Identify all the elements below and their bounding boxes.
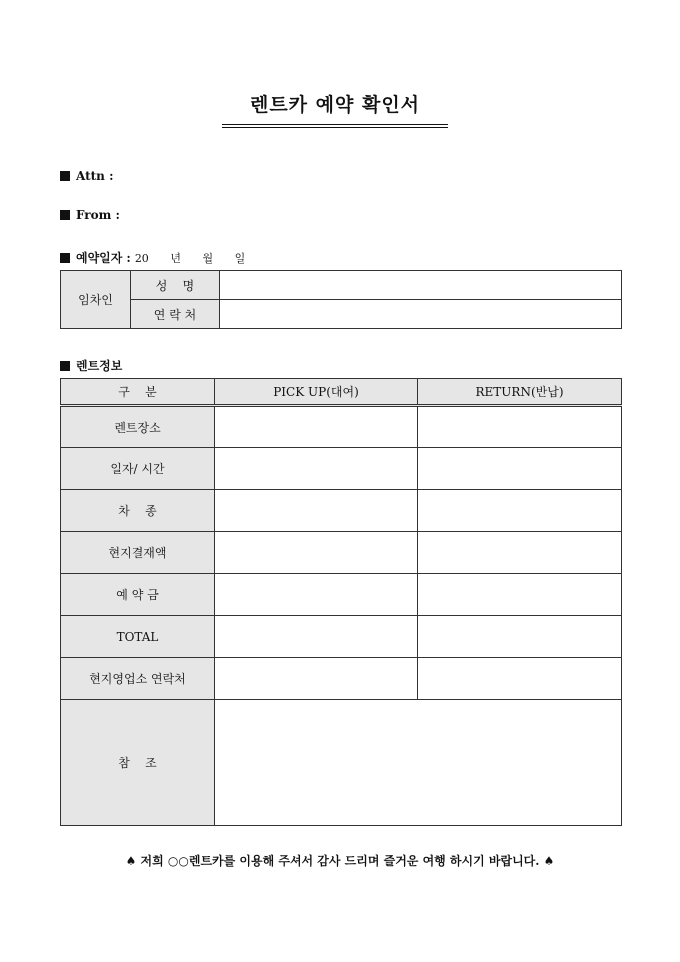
rental-info-heading — [60, 357, 122, 374]
row-label: 일자/ 시간 — [61, 448, 215, 490]
renter-group-label: 임차인 — [61, 271, 131, 329]
renter-name-field[interactable] — [220, 271, 622, 300]
table-row — [61, 406, 622, 448]
table-row — [61, 490, 622, 532]
reservation-date-label: 예약일자 — [76, 251, 123, 265]
year-unit: 년 — [170, 251, 181, 265]
table-row — [61, 448, 622, 490]
spade-icon: ♠ — [543, 854, 555, 868]
return-cell[interactable] — [418, 532, 622, 574]
return-cell[interactable] — [418, 574, 622, 616]
square-bullet-icon — [60, 253, 70, 263]
pickup-cell[interactable] — [215, 532, 418, 574]
title-double-underline — [222, 127, 448, 128]
attn-line — [60, 169, 114, 183]
table-row — [61, 658, 622, 700]
table-row — [61, 532, 622, 574]
day-unit: 일 — [234, 251, 246, 265]
row-label: TOTAL — [61, 616, 215, 658]
document-title: 렌트카 예약 확인서 — [222, 90, 448, 125]
row-label: 현지영업소 연락처 — [61, 658, 215, 700]
note-label: 참 조 — [61, 700, 215, 826]
pickup-cell[interactable] — [215, 658, 418, 700]
header-category: 구 분 — [61, 379, 215, 406]
table-row — [61, 616, 622, 658]
table-row — [61, 574, 622, 616]
renter-contact-field[interactable] — [220, 300, 622, 329]
from-label: From : — [76, 208, 120, 222]
reservation-date-value — [135, 250, 263, 266]
pickup-cell[interactable] — [215, 616, 418, 658]
row-label: 현지결재액 — [61, 532, 215, 574]
rental-info-label: 렌트정보 — [76, 359, 123, 373]
header-return: RETURN(반납) — [418, 379, 622, 406]
year-prefix: 20 — [134, 251, 149, 265]
row-label: 렌트장소 — [61, 406, 215, 448]
note-row — [61, 700, 622, 826]
header-pickup: PICK UP(대여) — [215, 379, 418, 406]
from-line — [60, 208, 120, 222]
renter-table — [60, 270, 622, 329]
spade-icon: ♠ — [125, 854, 137, 868]
return-cell[interactable] — [418, 406, 622, 448]
renter-name-label: 성 명 — [131, 271, 220, 300]
return-cell[interactable] — [418, 616, 622, 658]
return-cell[interactable] — [418, 490, 622, 532]
reservation-date-line — [60, 249, 263, 266]
month-unit: 월 — [202, 251, 214, 265]
pickup-cell[interactable] — [215, 574, 418, 616]
reservation-date-colon: : — [126, 250, 131, 265]
row-label: 예 약 금 — [61, 574, 215, 616]
square-bullet-icon — [60, 210, 70, 220]
pickup-cell[interactable] — [215, 406, 418, 448]
footer-message — [0, 852, 680, 869]
square-bullet-icon — [60, 171, 70, 181]
document-title-block — [222, 90, 448, 128]
row-label: 차 종 — [61, 490, 215, 532]
rental-info-table — [60, 378, 622, 826]
pickup-cell[interactable] — [215, 490, 418, 532]
table-header-row — [61, 379, 622, 406]
square-bullet-icon — [60, 361, 70, 371]
return-cell[interactable] — [418, 448, 622, 490]
attn-label: Attn : — [76, 169, 114, 183]
footer-text: 저희 ○○렌트카를 이용해 주셔서 감사 드리며 즐거운 여행 하시기 바랍니다. — [140, 854, 540, 868]
return-cell[interactable] — [418, 658, 622, 700]
renter-contact-label: 연 락 처 — [131, 300, 220, 329]
pickup-cell[interactable] — [215, 448, 418, 490]
note-field[interactable] — [215, 700, 622, 826]
